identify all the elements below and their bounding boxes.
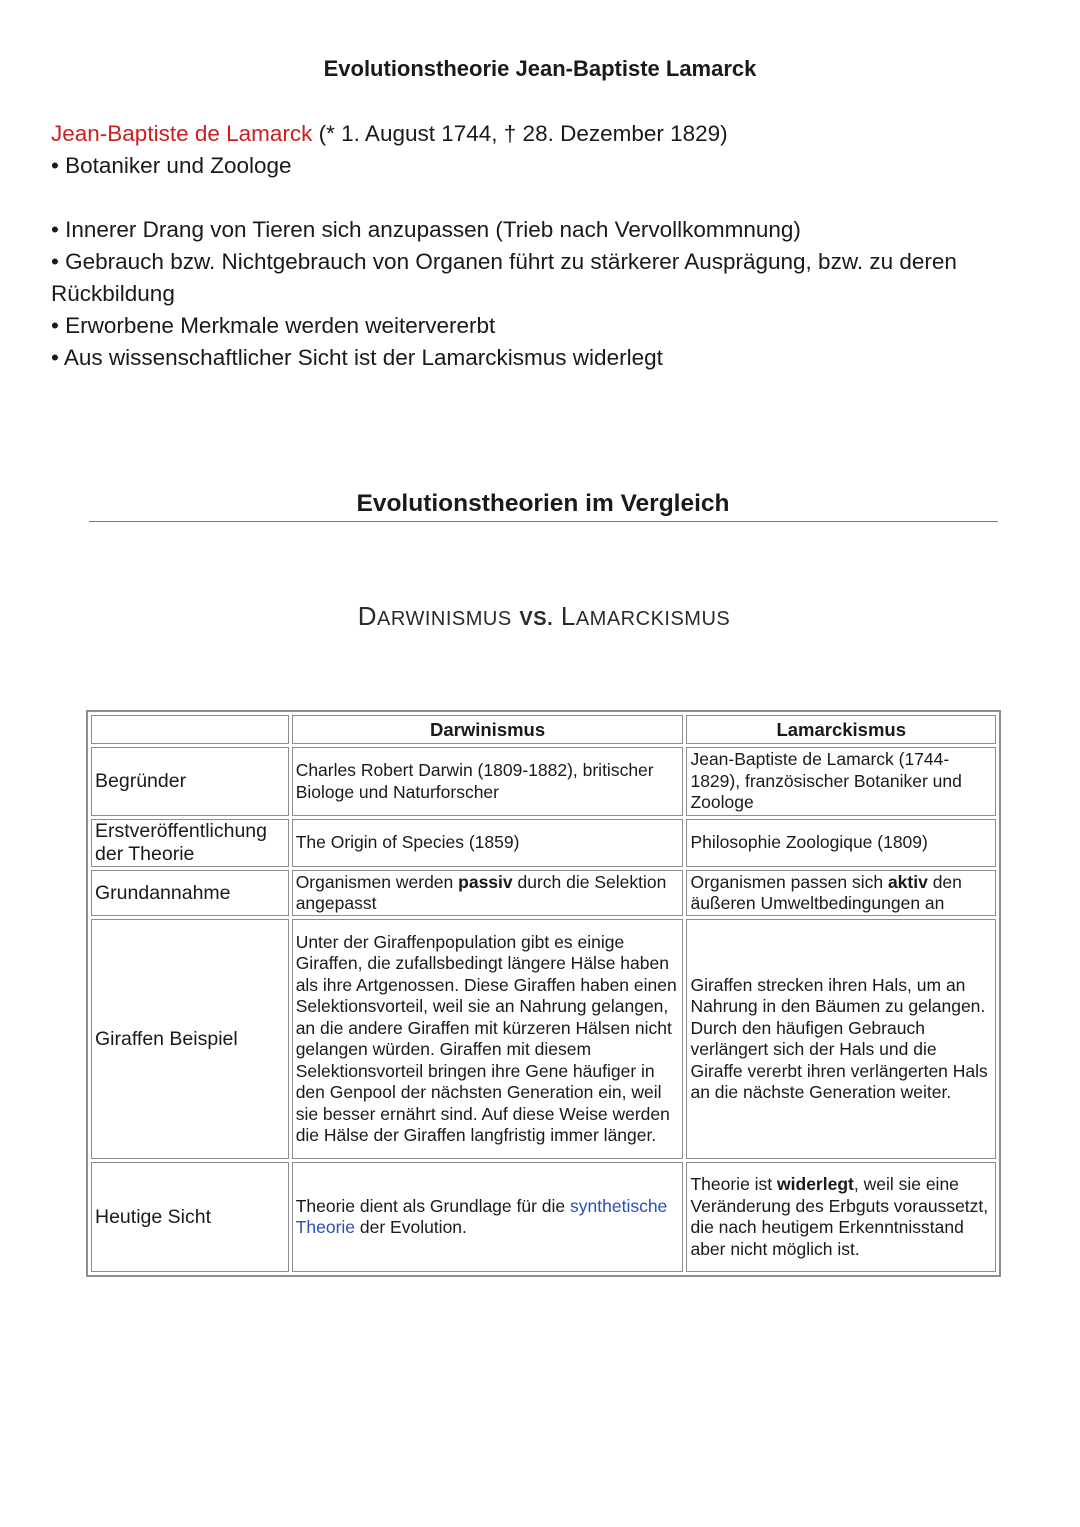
row-label-erstveroeffentlichung: Erstveröffentlichung der Theorie (91, 819, 289, 867)
cell-lamarck-heutige-sicht (686, 1162, 996, 1272)
cell-darwin-begruender: Charles Robert Darwin (1809-1882), britischer Biologe und Naturforscher (292, 747, 684, 816)
intro-bullet: • Innerer Drang von Tieren sich anzupassen (Trieb nach Vervollkommnung) (51, 217, 801, 242)
row-label-grundannahme: Grundannahme (91, 870, 289, 916)
lamarck-dates: (* 1. August 1744, † 28. Dezember 1829) (318, 121, 728, 146)
cell-lamarck-grundannahme (686, 870, 996, 916)
cell-darwin-erstveroeffentlichung: The Origin of Species (1859) (292, 819, 684, 867)
comparison-table (86, 710, 1001, 1277)
row-label-begruender: Begründer (91, 747, 289, 816)
comparison-subheading (0, 601, 1080, 632)
section-heading: Evolutionstheorien im Vergleich (356, 490, 730, 517)
intro-bullet: • Aus wissenschaftlicher Sicht ist der Lamarckismus widerlegt (51, 345, 663, 370)
text-emphasis: widerlegt (777, 1174, 854, 1194)
cell-lamarck-erstveroeffentlichung: Philosophie Zoologique (1809) (686, 819, 996, 867)
table-row (91, 1162, 996, 1272)
intro-bullet: • Erworbene Merkmale werden weitervererbt (51, 313, 496, 338)
subhead-vs: VS. (519, 608, 554, 630)
cell-darwin-heutige-sicht (292, 1162, 684, 1272)
row-label-heutige-sicht: Heutige Sicht (91, 1162, 289, 1272)
text-part: durch die Selektion angepasst (295, 871, 667, 913)
subhead-l-rest: AMARCKISMUS (575, 608, 731, 630)
page-title: Evolutionstheorie Jean-Baptiste Lamarck (323, 56, 757, 81)
synthetische-theorie-link[interactable]: synthetische Theorie (295, 1195, 668, 1237)
subhead-l: L (560, 601, 576, 631)
intro-bullet-profession: • Botaniker und Zoologe (51, 153, 292, 178)
text-part: Theorie dient als Grundlage für die (295, 1195, 571, 1216)
subhead-d-rest: ARWINISMUS (377, 608, 512, 630)
intro-section (51, 118, 1031, 374)
heading-rule (89, 521, 998, 522)
cell-darwin-grundannahme (292, 870, 684, 916)
subhead-d: D (357, 601, 378, 631)
text-emphasis: passiv (458, 871, 513, 892)
row-label-giraffen: Giraffen Beispiel (91, 919, 289, 1159)
lamarck-name: Jean-Baptiste de Lamarck (51, 121, 313, 146)
text-part: Organismen passen sich (690, 871, 888, 892)
spacer (51, 182, 1031, 214)
table-row (91, 819, 996, 867)
table-row (91, 919, 996, 1159)
text-part: der Evolution. (355, 1217, 467, 1237)
header-lamarckismus: Lamarckismus (686, 715, 996, 744)
cell-lamarck-begruender: Jean-Baptiste de Lamarck (1744-1829), französischer Botaniker und Zoologe (686, 747, 996, 816)
text-part: den äußeren Umweltbedingungen an (690, 871, 962, 913)
cell-lamarck-giraffen: Giraffen strecken ihren Hals, um an Nahrung in den Bäumen zu gelangen. Durch den häufigen Gebrauch verlängert sich der Hals und die Giraffe vererbt ihren verlängerten Hals an die nächste Generation weiter. (686, 919, 996, 1159)
table-row (91, 747, 996, 816)
text-emphasis: aktiv (887, 871, 928, 892)
intro-name-line (51, 118, 1031, 150)
text-part: , weil sie eine Veränderung des Erbguts voraussetzt, die nach heutigem Erkenntnisstand aber nicht möglich ist. (690, 1174, 989, 1259)
text-part: Theorie ist (690, 1174, 778, 1194)
cell-darwin-giraffen: Unter der Giraffenpopulation gibt es einige Giraffen, die zufallsbedingt längere Hälse haben als ihre Artgenossen. Diese Giraffen haben einen Selektionsvorteil, weil sie an Nahrung gelangen, an die andere Giraffen mit kürzeren Hälsen nicht gelangen würden. Giraffen mit diesem Selektionsvorteil bringen ihre Gene häufiger in den Genpool der nächsten Generation ein, weil sie besser ernährt sind. Auf diese Weise werden die Hälse der Giraffen langfristig immer länger. (292, 919, 684, 1159)
table-row (91, 870, 996, 916)
intro-bullet: • Gebrauch bzw. Nichtgebrauch von Organen führt zu stärkerer Ausprägung, bzw. zu deren Rückbildung (51, 249, 957, 306)
text-part: Organismen werden (295, 871, 459, 892)
table-header-row (91, 715, 996, 744)
header-darwinismus: Darwinismus (292, 715, 684, 744)
header-empty (91, 715, 289, 744)
